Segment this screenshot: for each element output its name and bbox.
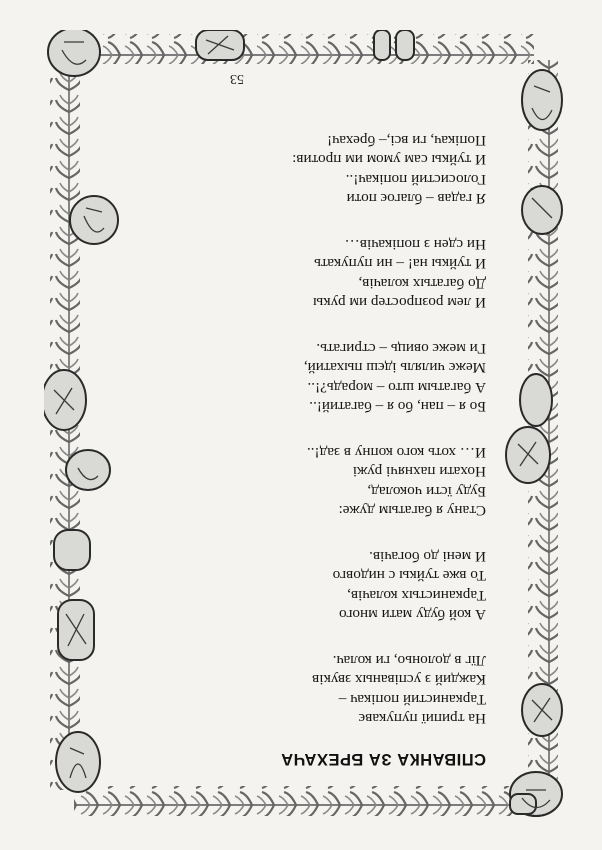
poem-line: Ни сден з попікачів… [344, 236, 486, 254]
poem-line: Ги межє овиць – стригать. [316, 340, 486, 358]
poem-line: Голосистий попікач!.. [345, 170, 486, 188]
poem-title: СПІВАНКА ЗА БРЕХАЧА [280, 750, 486, 768]
stanza-1 [312, 651, 486, 728]
poem-line: До багатых колачів, [358, 274, 486, 292]
poem-line: И мені до богачів. [369, 548, 486, 566]
poem-line: И туйкы на! – ни пупукать [314, 255, 486, 273]
poem-line: А багатым што – морадь?!.. [307, 378, 486, 396]
poem-line: Я гадав – благоє поти [346, 190, 486, 207]
poem-line: И туйкы сам умом им против: [292, 151, 486, 169]
poem-line: А кой буду мати много [339, 606, 486, 623]
stanza-5 [313, 235, 486, 312]
page-number: 53 [230, 71, 244, 86]
poem-line: Буду їсти чоколад, [367, 482, 486, 500]
poem-line: То вже туйкы с нидовго [332, 567, 486, 585]
stanza-2 [333, 547, 486, 624]
poem-line: И лем розпростер им рукы [313, 294, 486, 311]
stanza-4 [304, 339, 486, 416]
poem-line: Бо я – пан, бо я – багатий!.. [309, 398, 486, 415]
poem-line: И… хоть кого копну в зад!.. [306, 444, 486, 462]
poem-line: Межє чиляль ідєш пыхатий, [303, 359, 486, 377]
poem-line: На трипиї пупукавє [358, 710, 486, 727]
stanza-3 [307, 443, 486, 520]
poem-line: Тарканистий попікач – [338, 690, 486, 708]
poem-line: Стану я багатым дуже: [338, 502, 486, 519]
poem-line: Лїг в долоньо, ги колач. [332, 652, 486, 670]
poem-content [86, 58, 506, 788]
poem-line: Каждий з успіваных звуків [312, 671, 486, 689]
poem-line: Попікач, ги всі,– брехач! [327, 132, 486, 150]
top-fern-garland [74, 786, 534, 816]
poem-line: Тарканистых колачів, [347, 586, 486, 604]
stanza-6 [292, 131, 486, 208]
poem-line: Нохати пахнячі ружі [352, 463, 486, 481]
